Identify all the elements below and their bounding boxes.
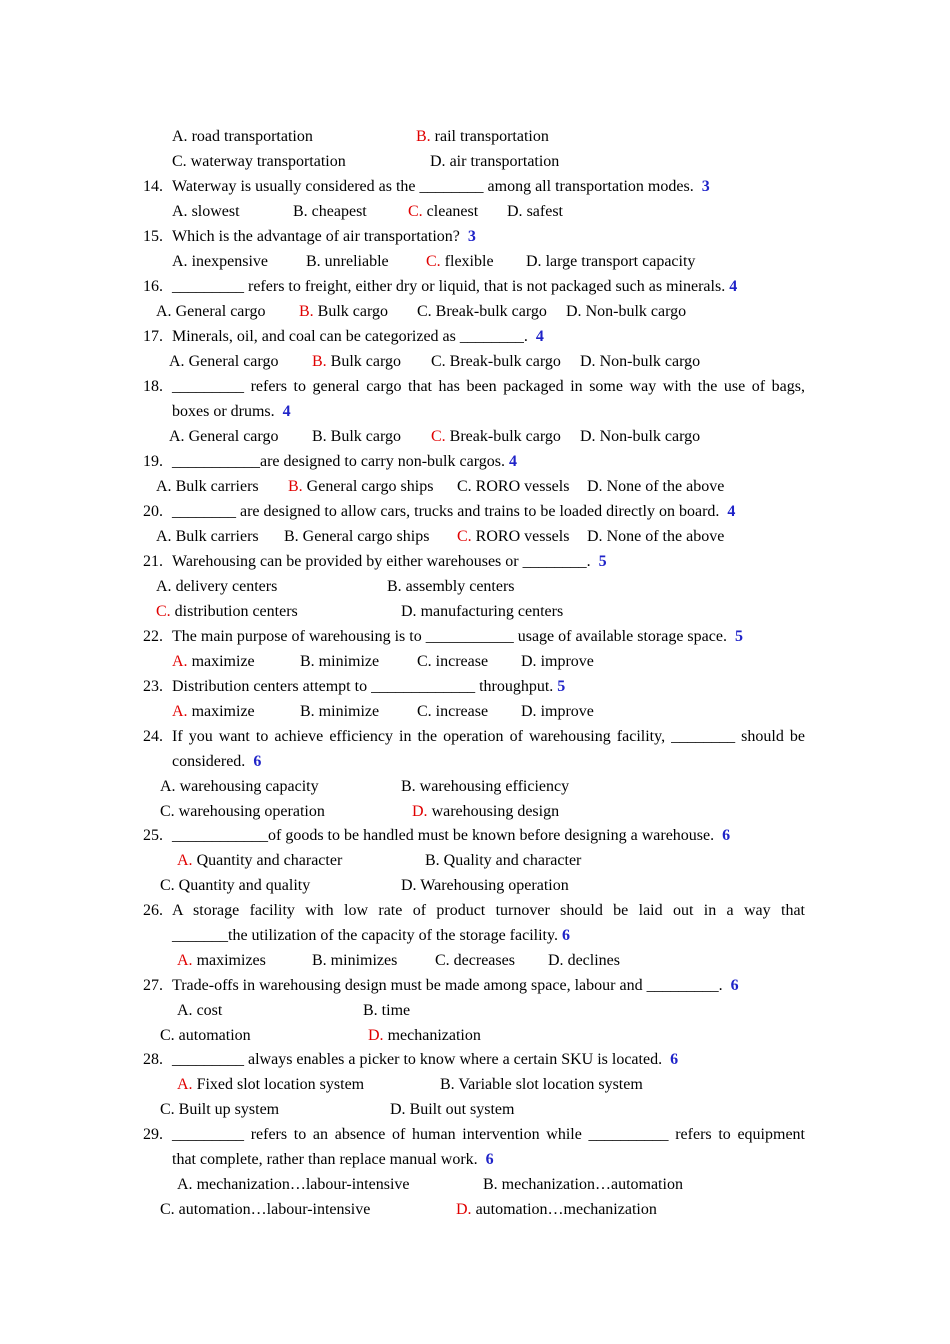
- q27-stem: Trade-offs in warehousing design must be made among space, labour and _________. 6: [172, 977, 739, 994]
- q19-option-d: D. None of the above: [587, 478, 725, 495]
- q18-chapter: 4: [282, 403, 291, 420]
- q14-number: 14.: [143, 178, 163, 195]
- q17-option-b: B. Bulk cargo: [312, 353, 402, 370]
- q26-number: 26.: [143, 902, 163, 919]
- q16-option-d: D. Non-bulk cargo: [566, 303, 687, 320]
- q24-option-d: D. warehousing design: [412, 803, 560, 820]
- q29-option-b: B. mechanization…automation: [483, 1176, 683, 1193]
- q19-stem: ___________are designed to carry non-bulk cargos. 4: [172, 453, 517, 470]
- q28-option-b: B. Variable slot location system: [440, 1076, 643, 1093]
- q20-stem: ________ are designed to allow cars, trucks and trains to be loaded directly on board. 4: [172, 503, 736, 520]
- q18-stem-line2: boxes or drums. 4: [172, 403, 291, 420]
- q29-option-c: C. automation…labour-intensive: [160, 1201, 371, 1218]
- q15-option-b: B. unreliable: [306, 253, 389, 270]
- q26-option-c: C. decreases: [435, 952, 515, 969]
- q15-number: 15.: [143, 228, 163, 245]
- q19-option-b: B. General cargo ships: [288, 478, 434, 495]
- q26-option-d: D. declines: [548, 952, 620, 969]
- q27-chapter: 6: [730, 977, 739, 994]
- q24-option-c: C. warehousing operation: [160, 803, 325, 820]
- q20-chapter: 4: [727, 503, 736, 520]
- q28-chapter: 6: [670, 1051, 679, 1068]
- q16-number: 16.: [143, 278, 163, 295]
- q25-option-a: A. Quantity and character: [177, 852, 343, 869]
- q21-option-b: B. assembly centers: [387, 578, 515, 595]
- q25-option-c: C. Quantity and quality: [160, 877, 311, 894]
- q21-option-a: A. delivery centers: [156, 578, 278, 595]
- q26-stem-line2: _______the utilization of the capacity of the storage facility. 6: [172, 927, 570, 944]
- q14-option-b: B. cheapest: [293, 203, 367, 220]
- q24-stem-line2: considered. 6: [172, 753, 262, 770]
- q13-option-a: A. road transportation: [172, 128, 313, 145]
- q28-option-d: D. Built out system: [390, 1101, 515, 1118]
- q28-option-c: C. Built up system: [160, 1101, 280, 1118]
- q21-number: 21.: [143, 553, 163, 570]
- q21-chapter: 5: [598, 553, 607, 570]
- q14-option-d: D. safest: [507, 203, 563, 220]
- q15-chapter: 3: [467, 228, 476, 245]
- q28-option-a: A. Fixed slot location system: [177, 1076, 365, 1093]
- q23-option-b: B. minimize: [300, 703, 380, 720]
- q26-option-b: B. minimizes: [312, 952, 398, 969]
- q27-option-b: B. time: [363, 1002, 411, 1019]
- q27-number: 27.: [143, 977, 163, 994]
- q22-option-c: C. increase: [417, 653, 489, 670]
- q18-number: 18.: [143, 378, 163, 395]
- q28-number: 28.: [143, 1051, 163, 1068]
- q14-stem: Waterway is usually considered as the ________ among all transportation modes. 3: [172, 178, 710, 195]
- q23-option-c: C. increase: [417, 703, 489, 720]
- q24-chapter: 6: [253, 753, 262, 770]
- q15-option-d: D. large transport capacity: [526, 253, 696, 270]
- q18-option-d: D. Non-bulk cargo: [580, 428, 701, 445]
- q16-option-c: C. Break-bulk cargo: [417, 303, 547, 320]
- q21-stem: Warehousing can be provided by either warehouses or ________. 5: [172, 553, 607, 570]
- q18-option-a: A. General cargo: [169, 428, 279, 445]
- q16-chapter: 4: [729, 278, 738, 295]
- q26-chapter: 6: [561, 927, 570, 944]
- q21-option-c: C. distribution centers: [156, 603, 298, 620]
- q24-stem-line1: If you want to achieve efficiency in the operation of warehousing facility, ________ should be: [172, 728, 805, 745]
- q22-option-a: A. maximize: [172, 653, 255, 670]
- q29-number: 29.: [143, 1126, 163, 1143]
- q15-stem: Which is the advantage of air transportation? 3: [172, 228, 476, 245]
- q17-stem: Minerals, oil, and coal can be categorized as ________. 4: [172, 328, 544, 345]
- q29-chapter: 6: [485, 1151, 494, 1168]
- q20-option-a: A. Bulk carriers: [156, 528, 259, 545]
- q25-stem: ____________of goods to be handled must be known before designing a warehouse. 6: [172, 827, 731, 844]
- q13-option-c: C. waterway transportation: [172, 153, 346, 170]
- q16-stem: _________ refers to freight, either dry or liquid, that is not packaged such as minerals. 4: [172, 278, 738, 295]
- q29-option-a: A. mechanization…labour-intensive: [177, 1176, 410, 1193]
- q21-option-d: D. manufacturing centers: [401, 603, 564, 620]
- q23-chapter: 5: [557, 678, 566, 695]
- q27-option-a: A. cost: [177, 1002, 223, 1019]
- q17-chapter: 4: [535, 328, 544, 345]
- q23-option-a: A. maximize: [172, 703, 255, 720]
- q19-option-a: A. Bulk carriers: [156, 478, 259, 495]
- q29-option-d: D. automation…mechanization: [456, 1201, 657, 1218]
- q25-chapter: 6: [722, 827, 731, 844]
- q17-option-d: D. Non-bulk cargo: [580, 353, 701, 370]
- q17-option-a: A. General cargo: [169, 353, 279, 370]
- q29-stem-line1: _________ refers to an absence of human intervention while __________ refers to equipment: [172, 1126, 805, 1143]
- q23-number: 23.: [143, 678, 163, 695]
- q16-option-a: A. General cargo: [156, 303, 266, 320]
- q22-stem: The main purpose of warehousing is to ___________ usage of available storage space. 5: [172, 628, 743, 645]
- q27-option-d: D. mechanization: [368, 1027, 481, 1044]
- q15-option-c: C. flexible: [426, 253, 494, 270]
- q22-option-b: B. minimize: [300, 653, 380, 670]
- q26-stem-line1: A storage facility with low rate of product turnover should be laid out in a way that: [172, 902, 805, 919]
- q18-option-b: B. Bulk cargo: [312, 428, 402, 445]
- q17-number: 17.: [143, 328, 163, 345]
- q27-option-c: C. automation: [160, 1027, 251, 1044]
- q14-option-a: A. slowest: [172, 203, 240, 220]
- q25-option-d: D. Warehousing operation: [401, 877, 569, 894]
- q24-option-a: A. warehousing capacity: [160, 778, 319, 795]
- q13-option-b: B. rail transportation: [416, 128, 549, 145]
- q25-number: 25.: [143, 827, 163, 844]
- q18-stem-line1: _________ refers to general cargo that has been packaged in some way with the use of bags,: [172, 378, 805, 395]
- q18-option-c: C. Break-bulk cargo: [431, 428, 561, 445]
- q24-number: 24.: [143, 728, 163, 745]
- q19-number: 19.: [143, 453, 163, 470]
- q23-stem: Distribution centers attempt to _____________ throughput. 5: [172, 678, 566, 695]
- q25-option-b: B. Quality and character: [425, 852, 582, 869]
- q28-stem: _________ always enables a picker to know where a certain SKU is located. 6: [172, 1051, 679, 1068]
- q15-option-a: A. inexpensive: [172, 253, 268, 270]
- q22-number: 22.: [143, 628, 163, 645]
- q20-option-d: D. None of the above: [587, 528, 725, 545]
- q14-chapter: 3: [701, 178, 710, 195]
- q22-chapter: 5: [734, 628, 743, 645]
- q22-option-d: D. improve: [521, 653, 594, 670]
- q14-option-c: C. cleanest: [408, 203, 479, 220]
- q20-option-c: C. RORO vessels: [457, 528, 570, 545]
- q17-option-c: C. Break-bulk cargo: [431, 353, 561, 370]
- q20-number: 20.: [143, 503, 163, 520]
- q29-stem-line2: that complete, rather than replace manual work. 6: [172, 1151, 494, 1168]
- q19-option-c: C. RORO vessels: [457, 478, 570, 495]
- q20-option-b: B. General cargo ships: [284, 528, 430, 545]
- q24-option-b: B. warehousing efficiency: [401, 778, 570, 795]
- q19-chapter: 4: [508, 453, 517, 470]
- q23-option-d: D. improve: [521, 703, 594, 720]
- q16-option-b: B. Bulk cargo: [299, 303, 389, 320]
- q13-option-d: D. air transportation: [430, 153, 560, 170]
- q26-option-a: A. maximizes: [177, 952, 266, 969]
